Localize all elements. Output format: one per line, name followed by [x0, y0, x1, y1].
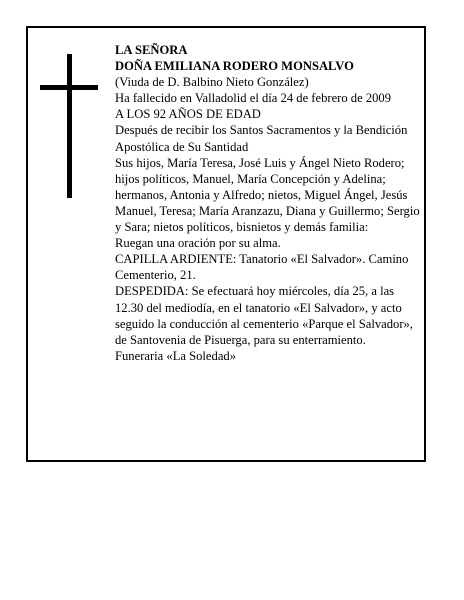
obituary-heading: LA SEÑORA: [115, 43, 188, 57]
funeral-home-line: Funeraria «La Soledad»: [115, 348, 236, 363]
chapel-paragraph: CAPILLA ARDIENTE: Tanatorio «El Salvador». Camino Cementerio, 21.: [115, 252, 409, 283]
widow-of-line: (Viuda de D. Balbino Nieto González): [115, 75, 309, 90]
sacraments-paragraph: Después de recibir los Santos Sacramentos y la Bendición Apostólica de Su Santidad: [115, 123, 408, 154]
obituary-text: [115, 42, 421, 364]
death-notice-line: Ha fallecido en Valladolid el día 24 de febrero de 2009: [115, 91, 392, 106]
family-paragraph: Sus hijos, María Teresa, José Luis y Ángel Nieto Rodero; hijos políticos, Manuel, María Concepción y Adelina; hermanos, Antonia y Alfredo; nietos, Miguel Ángel, Jesús Manuel, Teresa; María Aranzazu, Diana y Guillermo; Sergio y Sara; nietos políticos, bisnietos y demás familia:: [115, 155, 420, 235]
deceased-name: DOÑA EMILIANA RODERO MONSALVO: [115, 59, 354, 74]
obituary-notice: [26, 26, 426, 462]
cross-icon: [40, 54, 98, 198]
cross-horizontal-bar: [40, 85, 98, 90]
age-line: A LOS 92 AÑOS DE EDAD: [115, 107, 261, 122]
farewell-paragraph: DESPEDIDA: Se efectuará hoy miércoles, día 25, a las 12.30 del mediodía, en el tanatorio «El Salvador», y acto seguido la conducción al cementerio «Parque el Salvador», de Santovenia de Pisuerga, para su enterramiento.: [115, 284, 413, 347]
prayer-line: Ruegan una oración por su alma.: [115, 236, 281, 251]
cross-vertical-bar: [67, 54, 72, 198]
